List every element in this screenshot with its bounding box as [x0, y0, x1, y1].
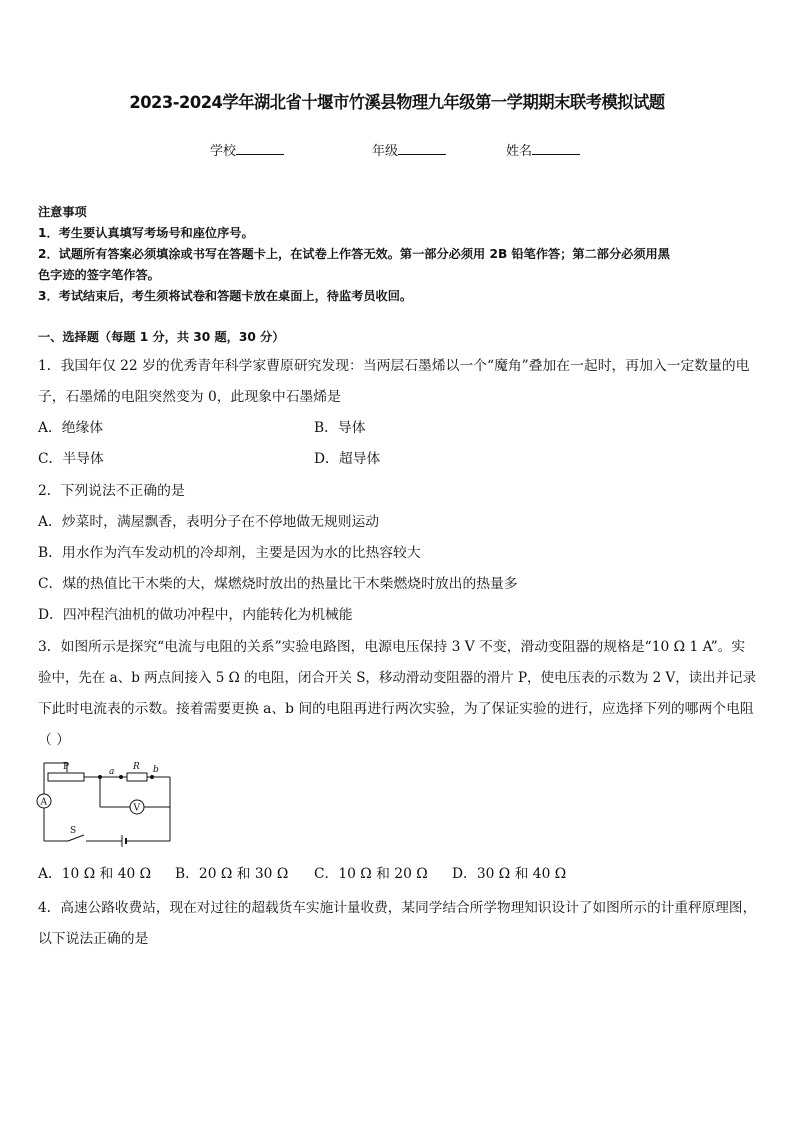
q3-option-b[interactable]: B．20 Ω 和 30 Ω: [175, 866, 289, 882]
resistor-icon: [127, 773, 147, 781]
q1-option-c[interactable]: C．半导体: [38, 451, 104, 467]
ammeter-label: A: [40, 797, 47, 808]
question-4-line: 4．高速公路收费站，现在对过往的超载货车实施计量收费，某同学结合所学物理知识设计了如图所示的计重秤原理图，: [38, 900, 757, 916]
rheostat-icon: [48, 773, 84, 781]
q3-option-c[interactable]: C．10 Ω 和 20 Ω: [314, 866, 428, 882]
point-b-label: b: [153, 765, 159, 775]
grade-blank[interactable]: [398, 143, 446, 155]
q2-option-c[interactable]: C．煤的热值比干木柴的大，煤燃烧时放出的热量比干木柴燃烧时放出的热量多: [38, 576, 518, 592]
question-1-line: 1．我国年仅 22 岁的优秀青年科学家曹原研究发现：当两层石墨烯以一个“魔角”叠加在一起时，再加入一定数量的电: [38, 358, 750, 374]
question-3-line: 3．如图所示是探究“电流与电阻的关系”实验电路图，电源电压保持 3 V 不变，滑动变阻器的规格是“10 Ω 1 A”。实: [38, 639, 746, 655]
answer-bracket: （ ）: [38, 732, 70, 748]
name-label: 姓名: [506, 144, 533, 159]
school-label: 学校: [210, 144, 237, 159]
voltmeter-label: V: [133, 803, 140, 814]
question-2-stem: 2．下列说法不正确的是: [38, 483, 185, 499]
name-blank[interactable]: [532, 143, 580, 155]
circuit-diagram: [30, 755, 180, 855]
switch-label: S: [70, 826, 77, 836]
notice-item: 色字迹的签字笔作答。: [38, 268, 160, 282]
question-1-line: 子，石墨烯的电阻突然变为 0，此现象中石墨烯是: [38, 389, 341, 405]
notice-item: 3．考试结束后，考生须将试卷和答题卡放在桌面上，待监考员收回。: [38, 289, 413, 303]
q1-option-b[interactable]: B．导体: [314, 420, 366, 436]
q1-option-d[interactable]: D．超导体: [314, 451, 381, 467]
point-a-label: a: [109, 767, 115, 777]
page-title: 2023-2024学年湖北省十堰市竹溪县物理九年级第一学期期末联考模拟试题: [129, 93, 665, 113]
q3-option-a[interactable]: A．10 Ω 和 40 Ω: [38, 866, 152, 882]
resistor-label: R: [133, 762, 140, 772]
question-3-line: 下此时电流表的示数。接着需要更换 a、b 间的电阻再进行两次实验，为了保证实验的进行，应选择下列的哪两个电阻: [38, 701, 754, 717]
q2-option-d[interactable]: D．四冲程汽油机的做功冲程中，内能转化为机械能: [38, 607, 353, 623]
q2-option-a[interactable]: A．炒菜时，满屋飘香，表明分子在不停地做无规则运动: [38, 514, 380, 530]
slider-label: P: [63, 762, 70, 772]
school-blank[interactable]: [236, 143, 284, 155]
q3-option-d[interactable]: D．30 Ω 和 40 Ω: [452, 866, 567, 882]
notice-heading: 注意事项: [38, 205, 87, 219]
grade-label: 年级: [372, 144, 399, 159]
name-field[interactable]: [506, 140, 580, 159]
notice-item: 2．试题所有答案必须填涂或书写在答题卡上，在试卷上作答无效。第一部分必须用 2B 铅笔作答；第二部分必须用黑: [38, 247, 670, 261]
school-field[interactable]: [210, 140, 284, 159]
question-4-line: 以下说法正确的是: [38, 931, 149, 947]
section-heading: 一、选择题（每题 1 分，共 30 题，30 分）: [38, 330, 285, 344]
q2-option-b[interactable]: B．用水作为汽车发动机的冷却剂，主要是因为水的比热容较大: [38, 545, 421, 561]
q1-option-a[interactable]: A．绝缘体: [38, 420, 104, 436]
grade-field[interactable]: [372, 140, 446, 159]
notice-item: 1．考生要认真填写考场号和座位序号。: [38, 226, 254, 240]
question-3-line: 验中，先在 a、b 两点间接入 5 Ω 的电阻，闭合开关 S，移动滑动变阻器的滑片 P，使电压表的示数为 2 V，读出并记录: [38, 670, 757, 686]
